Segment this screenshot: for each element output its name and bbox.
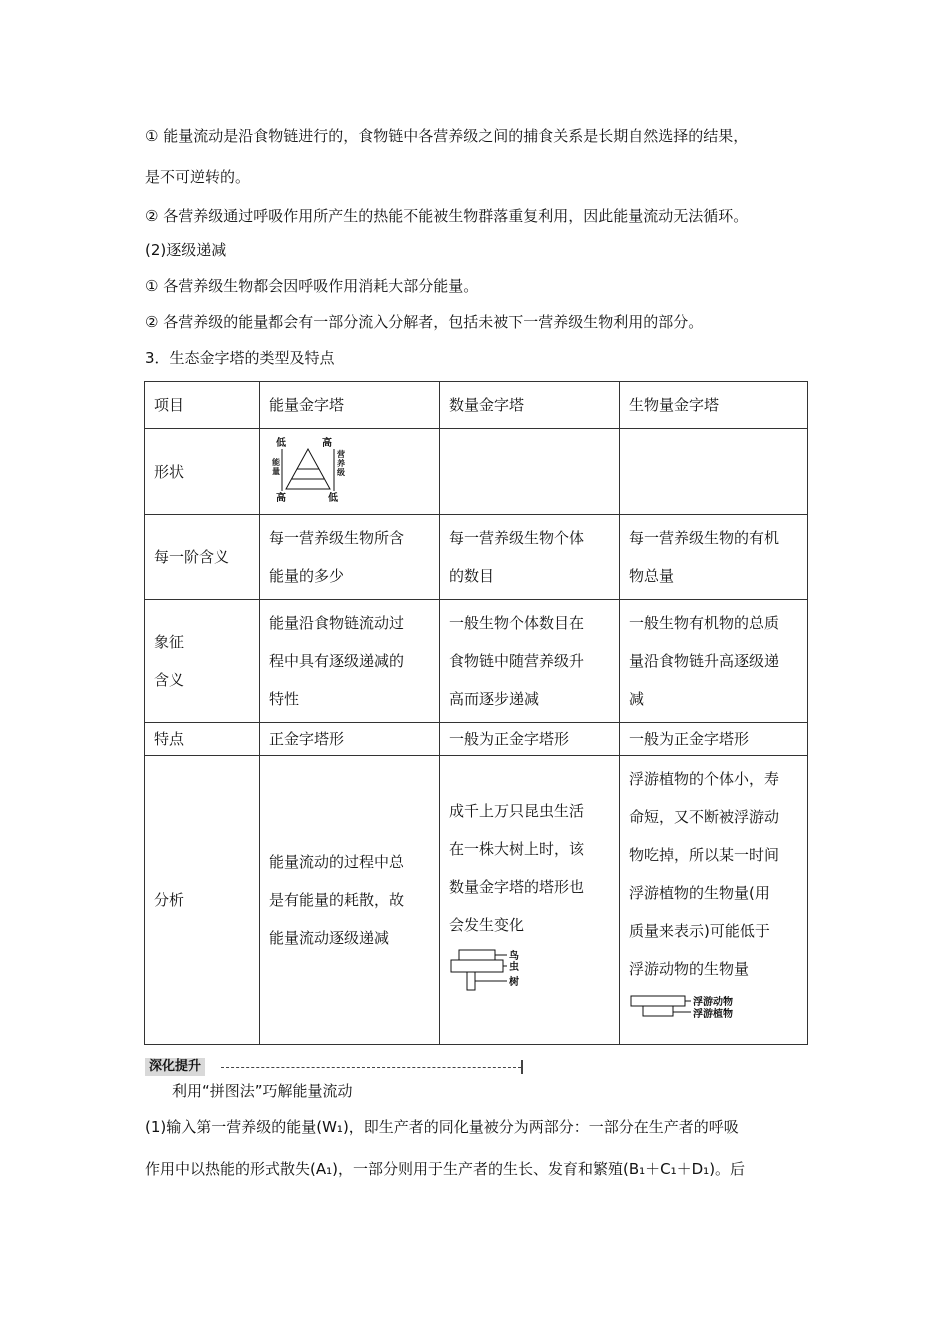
cell-line: 每一营养级生物个体 [449,529,585,547]
row-label: 每一阶含义 [145,515,260,600]
row-label: 形状 [145,429,260,515]
cell-line: 的数目 [449,567,495,585]
axis-char: 能 [272,458,280,467]
pyramid-label-bottom-left: 高 [276,493,286,504]
cell-line: 一般生物有机物的总质 [629,614,780,632]
paragraph: (2)逐级递减 [145,241,227,259]
paragraph: ② 各营养级通过呼吸作用所产生的热能不能被生物群落重复利用，因此能量流动无法循环。 [145,207,749,225]
cell-line: 量沿食物链升高逐级递 [629,652,780,670]
paragraph: ① 各营养级生物都会因呼吸作用消耗大部分能量。 [145,277,479,295]
axis-char: 营 [337,450,345,459]
pyramid-label-top-left: 低 [276,438,286,449]
header-cell: 生物量金字塔 [620,382,808,429]
phytoplankton-bar [643,1006,673,1016]
header-cell: 能量金字塔 [260,382,440,429]
tree-bar [467,972,475,990]
cell-line: 是有能量的耗散，故 [269,891,405,909]
paragraph: ① 能量流动是沿食物链进行的，食物链中各营养级之间的捕食关系是长期自然选择的结果， [145,127,749,145]
table-row [145,515,808,600]
table-cell [620,600,808,723]
bird-bar [459,950,495,960]
empty-cell [440,429,620,515]
fig-label-tree: 树 [509,977,519,988]
cell-line: 数量金字塔的塔形也 [449,878,585,896]
row-label: 特点 [145,723,260,756]
pyramid-label-top-right: 高 [322,438,332,449]
table-cell [440,756,620,1045]
deepen-section-bar [145,1058,525,1076]
paragraph: ② 各营养级的能量都会有一部分流入分解者，包括未被下一营养级生物利用的部分。 [145,313,704,331]
row-label-line: 含义 [154,671,185,689]
paragraph: 利用“拼图法”巧解能量流动 [172,1082,353,1100]
section-label: 深化提升 [145,1058,205,1076]
table-cell: 一般为正金字塔形 [620,723,808,756]
paragraph: (1)输入第一营养级的能量(W₁)，即生产者的同化量被分为两部分：一部分在生产者的呼吸 [145,1118,739,1136]
table-row [145,600,808,723]
header-cell: 项目 [145,382,260,429]
ecological-pyramid-table [144,381,808,1045]
pyramid-figure-cell [260,429,440,515]
table-cell [440,515,620,600]
table-row [145,429,808,515]
right-axis-label [337,449,345,477]
cell-line: 食物链中随营养级升 [449,652,585,670]
dashed-divider [221,1067,521,1068]
cell-line: 物吃掉，所以某一时间 [629,846,780,864]
cell-line: 命短，又不断被浮游动 [629,808,780,826]
cell-line: 减 [629,690,645,708]
cell-line: 质量来表示)可能低于 [629,922,770,940]
insect-bar [451,960,503,972]
cell-line: 能量沿食物链流动过 [269,614,405,632]
fig-label-insect: 虫 [509,962,519,973]
cell-line: 能量的多少 [269,567,345,585]
paragraph: 作用中以热能的形式散失(A₁)，一部分则用于生产者的生长、发育和繁殖(B₁＋C₁＋D₁)。后 [145,1160,746,1178]
cell-line: 浮游植物的个体小，寿 [629,770,780,788]
row-label [145,600,260,723]
pyramid-label-bottom-right: 低 [328,493,338,504]
empty-cell [620,429,808,515]
table-cell: 一般为正金字塔形 [440,723,620,756]
table-cell: 正金字塔形 [260,723,440,756]
table-header-row [145,382,808,429]
zooplankton-bar [631,996,685,1006]
plankton-biomass-diagram [629,992,779,1026]
cell-line: 会发生变化 [449,916,525,934]
fig-label-bird: 鸟 [509,951,519,962]
left-axis-label [272,457,280,476]
divider-end [521,1060,523,1074]
cell-line: 一般生物个体数目在 [449,614,585,632]
fig-label-phytoplankton: 浮游植物 [693,1009,733,1020]
fig-label-zooplankton: 浮游动物 [693,997,733,1008]
cell-line: 浮游植物的生物量(用 [629,884,770,902]
axis-char: 量 [272,467,280,476]
cell-line: 浮游动物的生物量 [629,960,750,978]
cell-line: 程中具有逐级递减的 [269,652,405,670]
section-heading: 3．生态金字塔的类型及特点 [145,349,335,367]
row-label-line: 象征 [154,633,185,651]
axis-char: 养 [337,459,345,468]
cell-line: 物总量 [629,567,675,585]
cell-line: 成千上万只昆虫生活 [449,802,585,820]
table-cell [260,756,440,1045]
paragraph: 是不可逆转的。 [145,168,251,186]
header-cell: 数量金字塔 [440,382,620,429]
cell-line: 每一营养级生物的有机 [629,529,780,547]
table-cell [260,600,440,723]
axis-char: 级 [337,468,345,477]
row-label: 分析 [145,756,260,1045]
energy-pyramid-diagram [270,435,370,507]
table-row [145,723,808,756]
cell-line: 高而逐步递减 [449,690,540,708]
cell-line: 能量流动的过程中总 [269,853,405,871]
cell-line: 每一营养级生物所含 [269,529,405,547]
cell-line: 特性 [269,690,300,708]
table-row [145,756,808,1045]
cell-line: 能量流动逐级递减 [269,929,390,947]
cell-line: 在一株大树上时，该 [449,840,585,858]
tree-insect-bird-diagram [449,948,539,994]
table-cell [260,515,440,600]
table-cell [440,600,620,723]
table-cell [620,756,808,1045]
table-cell [620,515,808,600]
